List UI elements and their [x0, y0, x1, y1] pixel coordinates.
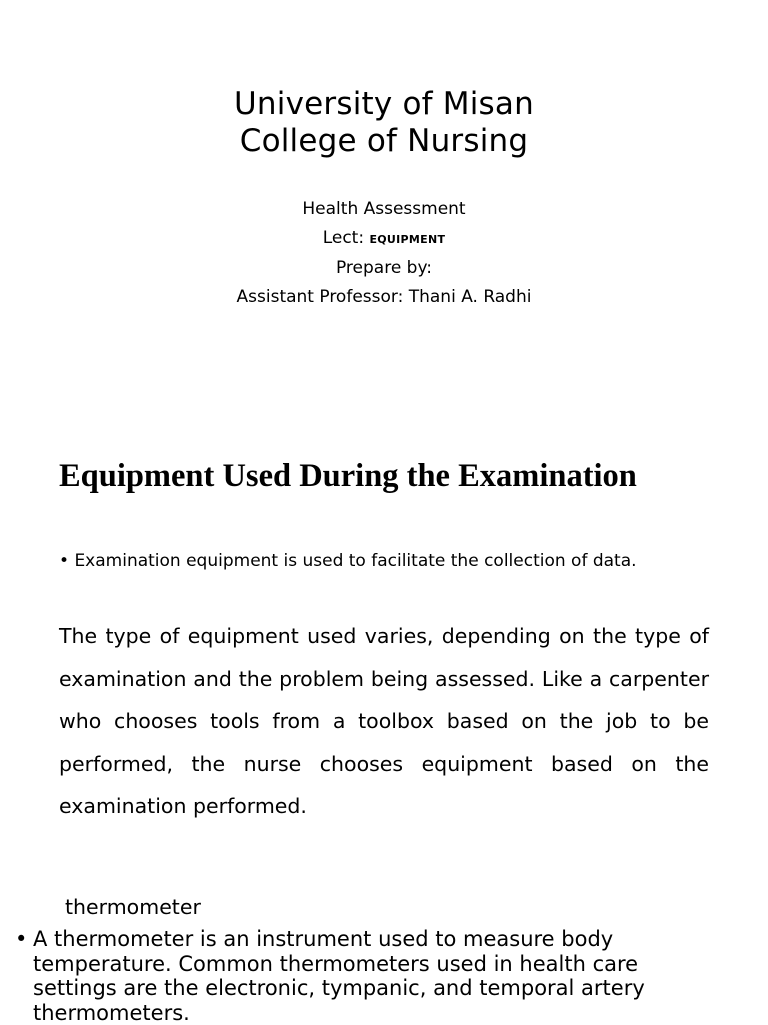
title-slide-heading	[0, 86, 768, 160]
lecture-line	[0, 224, 768, 255]
content-slide-heading: Equipment Used During the Examination	[59, 458, 637, 494]
thermometer-bullet-text: A thermometer is an instrument used to measure body temperature. Common thermometers used in health care settings are the electronic, tympanic, and temporal artery thermometers.	[33, 927, 645, 1025]
equipment-bullet	[59, 548, 659, 575]
university-name: University of Misan	[234, 86, 534, 122]
prepare-by-label: Prepare by:	[335, 258, 433, 278]
college-name: College of Nursing	[239, 123, 529, 159]
subject-name: Health Assessment	[302, 199, 466, 219]
bullet-marker: •	[15, 927, 28, 951]
equipment-paragraph: The type of equipment used varies, depending on the type of examination and the problem being assessed. Like a carpenter who chooses tools from a toolbox based on the job to be performed, the nurse chooses equipment based on the examination performed.	[59, 624, 709, 818]
bullet-text: Examination equipment is used to facilitate the collection of data.	[74, 551, 637, 571]
author-name: Assistant Professor: Thani A. Radhi	[236, 286, 532, 307]
lecture-prefix: Lect:	[322, 227, 370, 248]
lecture-topic: EQUIPMENT	[369, 232, 446, 246]
bullet-marker: •	[59, 551, 70, 571]
thermometer-bullet	[15, 927, 715, 1025]
title-slide-subtitle	[0, 195, 768, 311]
thermometer-label: thermometer	[65, 895, 201, 919]
